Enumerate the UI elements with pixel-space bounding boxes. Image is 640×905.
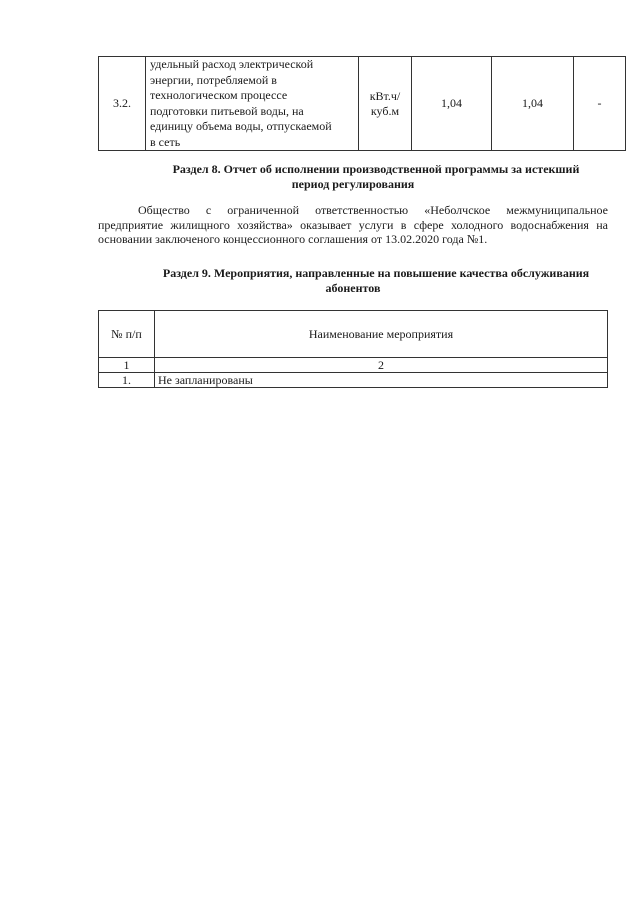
description-line: единицу объема воды, отпускаемой (150, 119, 332, 133)
table-index-row (99, 358, 608, 373)
section-9-title-line1: Раздел 9. Мероприятия, направленные на повышение качества обслуживания (162, 266, 590, 280)
section-8-title-line1: Раздел 8. Отчет об исполнении производственной программы за истекший (172, 162, 580, 176)
header-name: Наименование мероприятия (155, 311, 608, 358)
section-8-paragraph: Общество с ограниченной ответственностью «Неболчское межмуниципальное предприятие жилищного хозяйства» оказывает услуги в сфере холодного водоснабжения на основании заключеного концессионного соглашения от 13.02.2020 года №1. (98, 203, 608, 246)
section-9-title-line2: абонентов (325, 280, 381, 295)
section-8-title-line2: период регулирования (291, 176, 415, 191)
row-value-3: - (574, 57, 626, 151)
description-line: удельный расход электрической (150, 57, 314, 71)
index-cell: 1 (99, 358, 155, 373)
row-description (146, 57, 359, 151)
header-number: № п/п (99, 311, 155, 358)
row-value-2: 1,04 (492, 57, 574, 151)
description-line: технологическом процессе (150, 88, 288, 102)
unit-line: куб.м (370, 103, 400, 118)
description-line: энергии, потребляемой в (150, 72, 277, 87)
index-cell: 2 (155, 358, 608, 373)
unit-line: кВт.ч/ (369, 88, 401, 103)
table-row (99, 373, 608, 388)
indicators-table (98, 56, 626, 151)
row-unit (359, 57, 412, 151)
description-line: подготовки питьевой воды, на (150, 103, 304, 118)
measures-table (98, 310, 608, 388)
row-number: 3.2. (99, 57, 146, 151)
table-row (99, 57, 626, 151)
table-header-row (99, 311, 608, 358)
row-measure: Не запланированы (155, 373, 608, 388)
row-number: 1. (99, 373, 155, 388)
section-8-title (98, 162, 608, 191)
section-9-title (98, 266, 608, 295)
description-line: в сеть (150, 134, 181, 149)
row-value-1: 1,04 (412, 57, 492, 151)
